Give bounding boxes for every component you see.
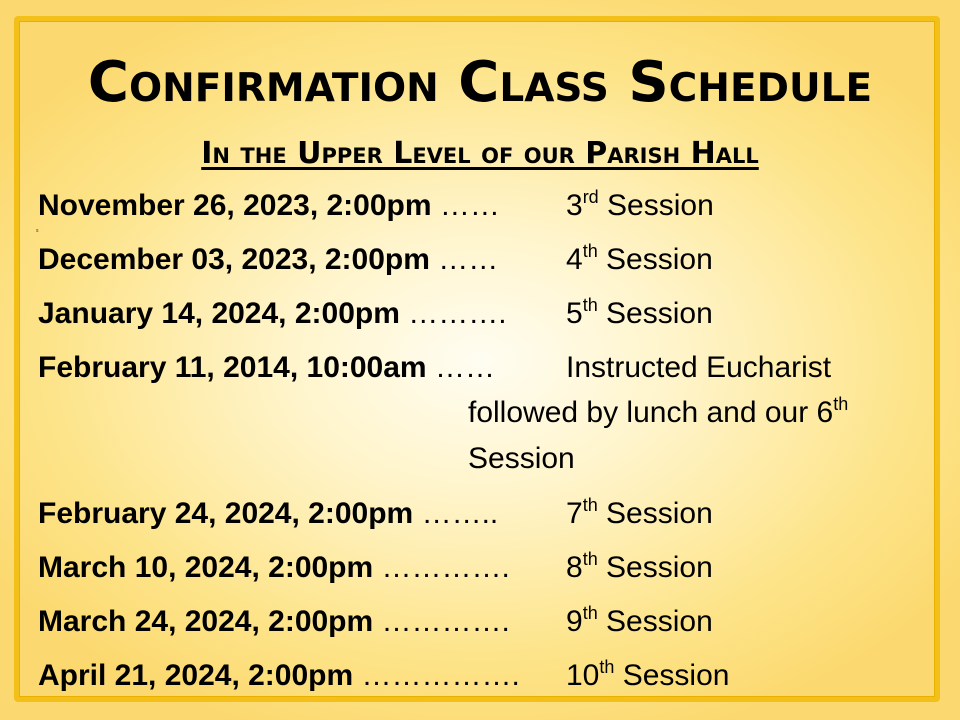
session-label: 3rd Session	[566, 187, 714, 222]
schedule-date: February 11, 2014, 10:00am	[38, 351, 427, 384]
session-label: 9th Session	[566, 603, 713, 638]
schedule-date: April 21, 2024, 2:00pm	[38, 659, 354, 692]
schedule-row	[38, 348, 938, 388]
schedule-date: February 24, 2024, 2:00pm	[38, 497, 414, 530]
schedule-date: March 24, 2024, 2:00pm	[38, 605, 374, 638]
leader-dots: ……….	[408, 297, 507, 330]
page-subtitle: In the Upper Level of our Parish Hall	[201, 136, 759, 171]
stray-mark: s	[36, 228, 39, 234]
leader-dots: ……	[439, 189, 500, 222]
leader-dots: ……	[434, 351, 495, 384]
session-label: Instructed Eucharist	[566, 351, 832, 384]
schedule-row	[38, 656, 938, 696]
leader-dots: ………….	[381, 551, 510, 584]
schedule-date: December 03, 2023, 2:00pm	[38, 243, 430, 276]
schedule-row	[38, 186, 938, 226]
session-note-line: Session	[468, 442, 575, 475]
schedule-row	[38, 294, 938, 334]
page-title: Confirmation Class Schedule	[87, 50, 873, 115]
session-label: 10th Session	[566, 657, 730, 692]
session-label: 5th Session	[566, 295, 713, 330]
leader-dots: ……	[438, 243, 499, 276]
leader-dots: ……..	[421, 497, 499, 530]
schedule-row	[38, 602, 938, 642]
schedule-date: November 26, 2023, 2:00pm	[38, 189, 432, 222]
schedule-row	[38, 240, 938, 280]
session-note-line: followed by lunch and our 6th	[468, 394, 849, 429]
schedule-row	[38, 494, 938, 534]
leader-dots: ………….	[381, 605, 510, 638]
session-label: 7th Session	[566, 495, 713, 530]
schedule-date: March 10, 2024, 2:00pm	[38, 551, 374, 584]
leader-dots: …………….	[361, 659, 520, 692]
schedule-row	[38, 548, 938, 588]
schedule-date: January 14, 2024, 2:00pm	[38, 297, 400, 330]
session-label: 8th Session	[566, 549, 713, 584]
session-label: 4th Session	[566, 241, 713, 276]
